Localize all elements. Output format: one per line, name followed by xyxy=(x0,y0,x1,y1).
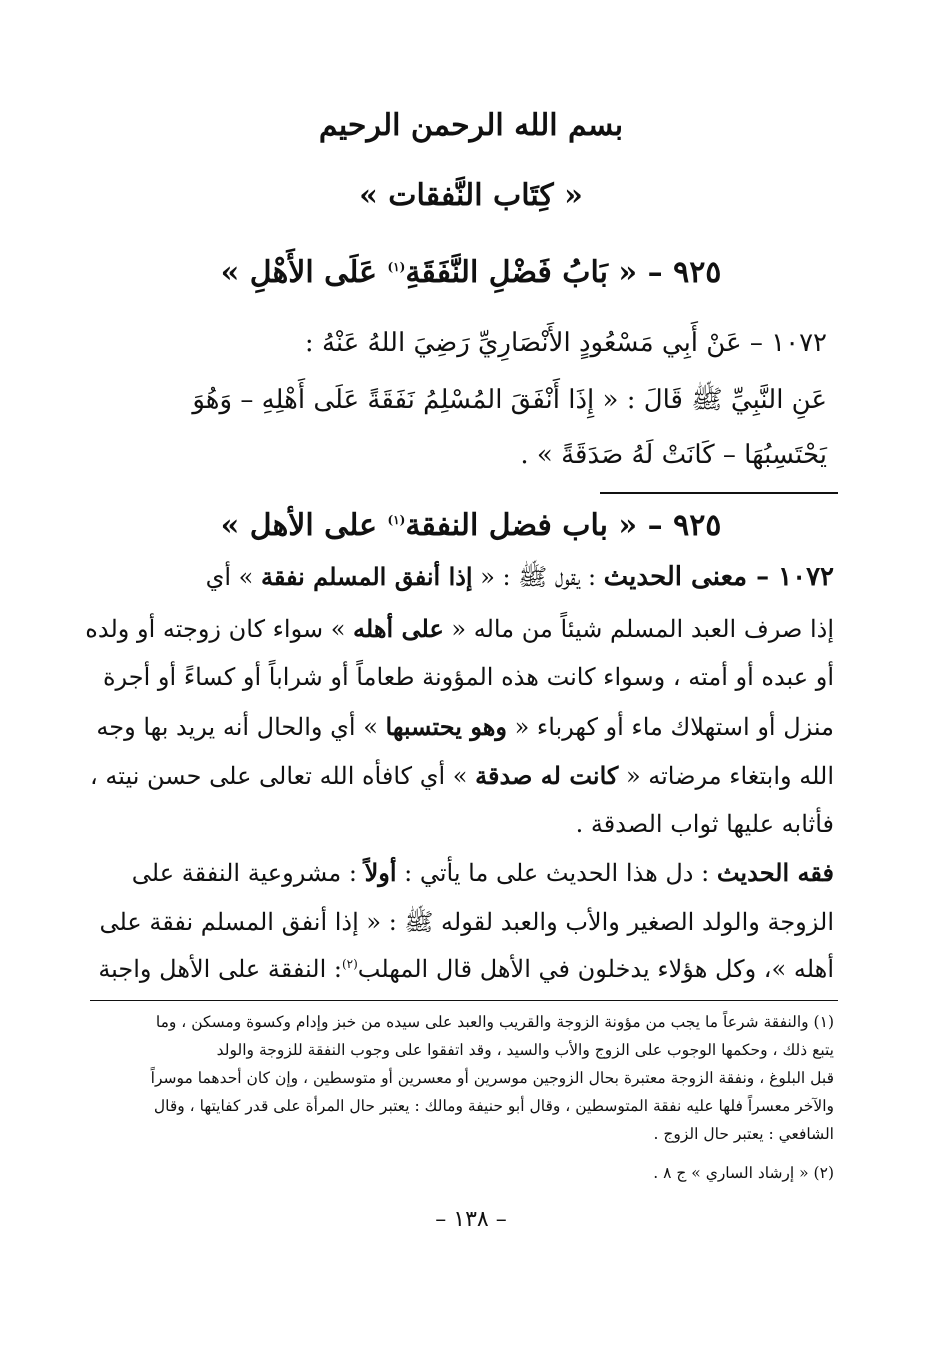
footnote-1-line-5: الشافعي : يعتبر حال الزوج . xyxy=(653,1125,834,1143)
section-title-plain xyxy=(0,508,942,543)
commentary-line-2: إذا صرف العبد المسلم شيئاً من ماله « على أهله » سواء كان زوجته أو ولده xyxy=(85,614,834,643)
hadith-line-3: يَحْتَسِبُهَا – كَانَتْ لَهُ صَدَقَةً » . xyxy=(520,440,827,470)
book-title: « كِتَاب النَّفقات » xyxy=(359,178,583,213)
commentary-line-3: أو عبده أو أمته ، وسواء كانت هذه المؤونة طعاماً أو شراباً أو كساءً أو أجرة xyxy=(102,663,834,691)
section-title-text: « بَابُ فَضْلِ النَّفَقَةِ xyxy=(405,255,638,290)
section-title-text: « باب فضل النفقة xyxy=(405,508,638,543)
section-title-text-end: على الأهل » xyxy=(220,508,378,543)
separator-rule xyxy=(600,492,838,494)
footnote-1-line-3: قبل البلوغ ، ونفقة الزوجة معتبرة بحال الزوجين موسرين أو معسرين أو متوسطين ، وإن كان أحدهما موسراً xyxy=(150,1069,834,1087)
commentary-line-4: منزل أو استهلاك ماء أو كهرباء « وهو يحتسبها » أي والحال أنه يريد بها وجه xyxy=(96,712,834,741)
hadith-line-2: عَنِ النَّبِيِّ ﷺ قَالَ : « إِذَا أَنْفَقَ المُسْلِمُ نَفَقَةً عَلَى أَهْلِهِ – وَهُوَ xyxy=(192,385,827,415)
commentary-heading: ١٠٧٢ – معنى الحديث xyxy=(603,562,834,592)
footnote-1-line-4: والآخر معسراً فلها عليه نفقة المتوسطين ، وقال أبو حنيفة ومالك : يعتبر حال المرأة على قدر كفايتها ، وقال xyxy=(153,1097,834,1115)
commentary-line-6: فأثابه عليها ثواب الصدقة . xyxy=(575,810,834,838)
footnote-ref: (٢) xyxy=(341,957,358,971)
commentary-line-9: أهله »، وكل هؤلاء يدخلون في الأهل قال المهلب$^{(٢)}$: النفقة على الأهل واجبة xyxy=(98,955,834,983)
commentary-line-8: الزوجة والولد الصغير والأب والعبد لقوله ﷺ : « إذا أنفق المسلم نفقة على xyxy=(99,908,834,936)
footnote-1-line-1: (١) والنفقة شرعاً ما يجب من مؤونة الزوجة والقريب والعبد على سيده من خبز وإدام وكسوة ومسكن ، وما xyxy=(155,1013,834,1031)
section-number: ٩٢٥ xyxy=(673,508,722,543)
footnote-2: (٢) « إرشاد الساري » ج ٨ . xyxy=(653,1164,834,1182)
commentary-line-7: فقه الحديث : دل هذا الحديث على ما يأتي : أولاً : مشروعية النفقة على xyxy=(131,858,834,887)
section-dash: – xyxy=(647,508,663,543)
commentary-line-5: الله وابتغاء مرضاته « كانت له صدقة » أي كافأه الله تعالى على حسن نيته ، xyxy=(89,761,834,790)
section-title-voweled xyxy=(0,255,942,290)
section-number: ٩٢٥ xyxy=(673,255,722,290)
footnote-ref: (١) xyxy=(387,513,406,527)
section-dash: – xyxy=(647,255,663,290)
commentary-line-1: ١٠٧٢ – معنى الحديث : يقول ﷺ : « إذا أنفق المسلم نفقة » أي xyxy=(205,562,834,592)
footnote-rule xyxy=(90,1000,838,1001)
footnote-1-line-2: يتبع ذلك ، وحكمها الوجوب على الزوج والأب والسيد ، وقد اتفقوا على وجوب النفقة للزوجة والولد xyxy=(216,1041,834,1059)
section-title-text-end: عَلَى الأَهْلِ » xyxy=(220,255,378,290)
fiqh-heading: فقه الحديث xyxy=(716,858,834,887)
hadith-line-1: ١٠٧٢ – عَنْ أَبِي مَسْعُودٍ الأَنْصَارِيِّ رَضِيَ اللهُ عَنْهُ : xyxy=(304,328,827,358)
basmala: بسم الله الرحمن الرحيم xyxy=(318,108,624,143)
page-number: – ١٣٨ – xyxy=(435,1207,507,1232)
footnote-ref: (١) xyxy=(387,260,406,274)
